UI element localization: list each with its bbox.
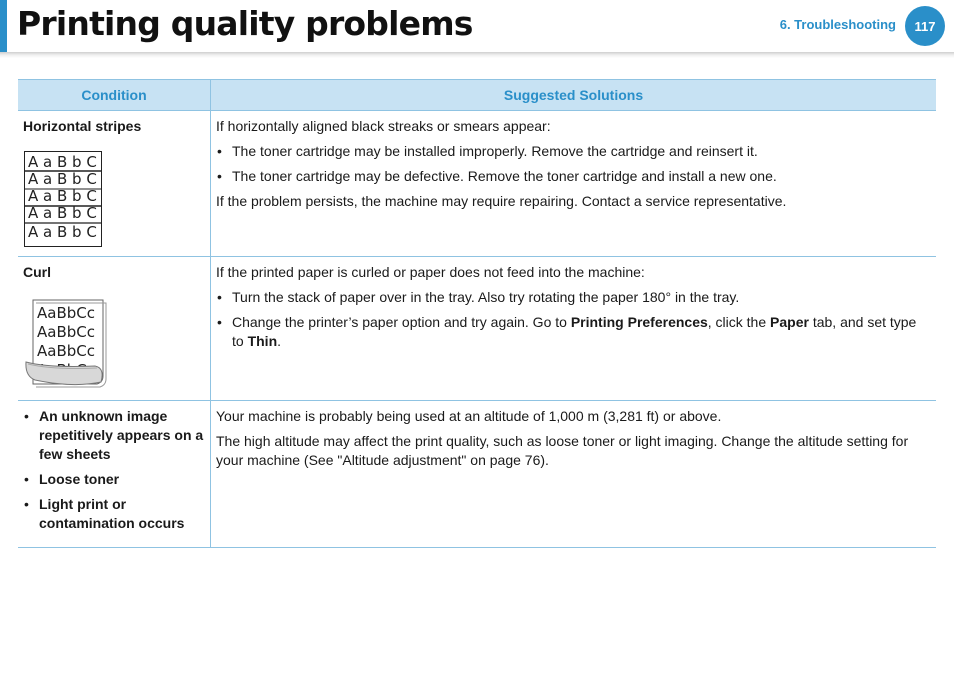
- solution-cell: [211, 257, 937, 401]
- svg-text:AaBbCc: AaBbCc: [37, 304, 95, 322]
- column-header-solutions: Suggested Solutions: [211, 80, 937, 111]
- solution-intro: If horizontally aligned black streaks or smears appear:: [216, 118, 551, 134]
- page-title: Printing quality problems: [17, 4, 473, 43]
- condition-cell: [18, 401, 211, 548]
- solution-cell: [211, 111, 937, 257]
- solution-paragraph: The high altitude may affect the print quality, such as loose toner or light imaging. Change the altitude setting for your machine (See "Altitude adjustment" on page 76).: [216, 433, 909, 468]
- svg-text:A a B b C: A a B b C: [28, 204, 97, 222]
- solution-intro: If the printed paper is curled or paper does not feed into the machine:: [216, 264, 645, 280]
- condition-cell: [18, 111, 211, 257]
- table-row: [18, 111, 936, 257]
- solution-paragraph: Your machine is probably being used at an altitude of 1,000 m (3,281 ft) or above.: [216, 408, 722, 424]
- solution-cell: [211, 401, 937, 548]
- table-header-row: [18, 80, 936, 111]
- svg-text:A a B b C: A a B b C: [28, 153, 97, 171]
- thin-type-term: Thin: [247, 333, 278, 349]
- list-item: • Turn the stack of paper over in the tray. Also try rotating the paper 180° in the tray.: [216, 288, 931, 307]
- table-row: [18, 257, 936, 401]
- svg-text:A a B b C: A a B b C: [28, 187, 97, 205]
- list-item: • An unknown image repetitively appears on a few sheets: [23, 407, 205, 464]
- solution-list: [216, 288, 931, 351]
- curl-illustration: [23, 296, 113, 392]
- printing-preferences-term: Printing Preferences: [570, 314, 708, 330]
- list-item: • Light print or contamination occurs: [23, 495, 205, 533]
- solution-outro: If the problem persists, the machine may require repairing. Contact a service representative.: [216, 193, 787, 209]
- condition-title: Curl: [23, 264, 51, 280]
- condition-cell: [18, 257, 211, 401]
- condition-list: [23, 407, 205, 533]
- list-item: • The toner cartridge may be defective. Remove the toner cartridge and install a new one.: [216, 167, 931, 186]
- list-item: • Change the printer’s paper option and try again. Go to Printing Preferences, click the Paper tab, and set type to Thin.: [216, 313, 931, 351]
- column-header-condition: Condition: [18, 80, 211, 111]
- list-item: • Loose toner: [23, 470, 205, 489]
- list-item: • The toner cartridge may be installed improperly. Remove the cartridge and reinsert it.: [216, 142, 931, 161]
- title-accent-bar: [0, 0, 7, 52]
- condition-title: Horizontal stripes: [23, 118, 142, 134]
- horizontal-stripes-illustration: [23, 150, 103, 248]
- header-divider: [0, 52, 954, 58]
- page-number-badge: 117: [905, 6, 945, 46]
- svg-text:A a B b C: A a B b C: [28, 223, 97, 241]
- paper-tab-term: Paper: [770, 314, 809, 330]
- solution-list: [216, 142, 931, 186]
- svg-text:A a B b C: A a B b C: [28, 170, 97, 188]
- chapter-label: 6. Troubleshooting: [779, 17, 896, 32]
- svg-text:AaBbCc: AaBbCc: [37, 342, 95, 360]
- table-row: [18, 401, 936, 548]
- troubleshooting-table: [18, 79, 936, 548]
- svg-text:AaBbCc: AaBbCc: [37, 323, 95, 341]
